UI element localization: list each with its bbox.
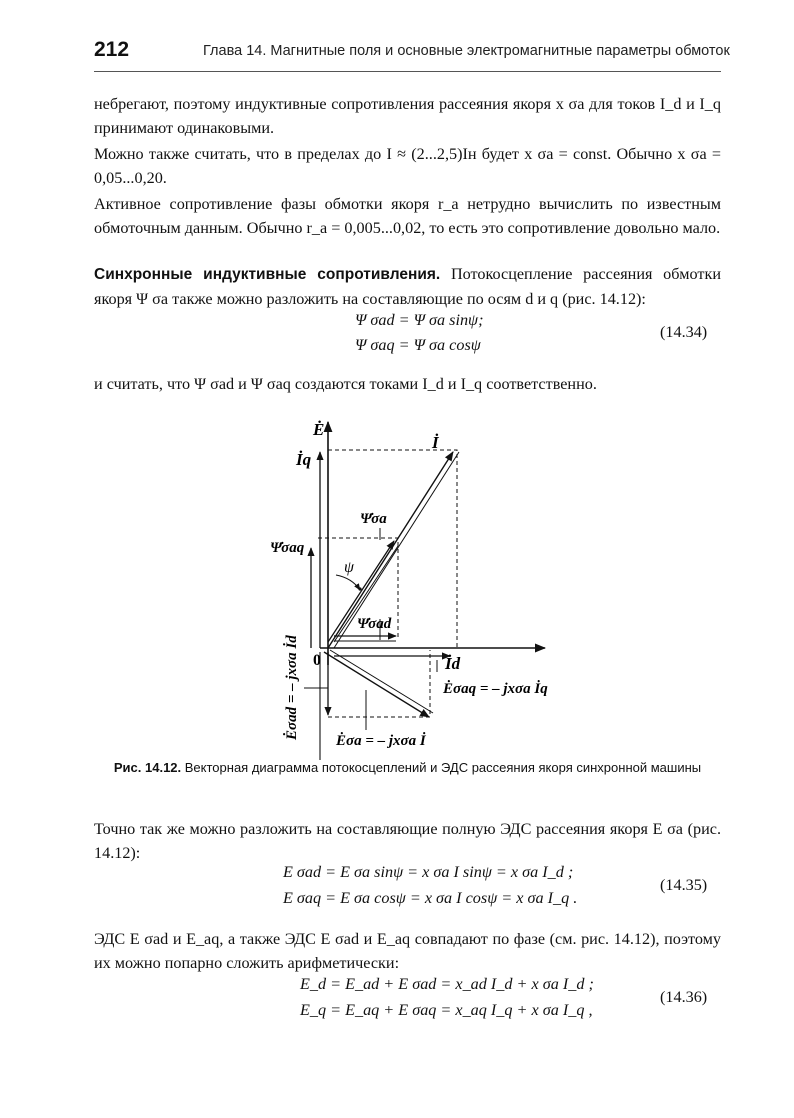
label-id: İd (445, 654, 461, 673)
label-e-sigma-aq: Ėσaq = – jxσa İq (443, 681, 548, 697)
paragraph-1-text: небрегают, поэтому индуктивные сопротивления рассеяния якоря x σa для токов I_d и I_q принимают одинаковыми. (94, 95, 721, 137)
label-origin: 0 (313, 652, 321, 669)
figure-caption (94, 759, 721, 776)
running-title: Глава 14. Магнитные поля и основные электромагнитные параметры обмоток (203, 43, 730, 59)
equation-14-36-line-2: E_q = E_aq + E σaq = x_aq I_q + x σa I_q , (300, 1001, 593, 1019)
figure-caption-label: Рис. 14.12. (113, 760, 182, 775)
figure-caption-text: Векторная диаграмма потокосцеплений и ЭДС рассеяния якоря синхронной машины (184, 760, 702, 775)
equation-14-35-number: (14.35) (660, 876, 708, 894)
equation-14-34-line-2: Ψ σaq = Ψ σa cosψ (355, 336, 481, 354)
equation-14-35-line-2: E σaq = E σa cosψ = x σa I cosψ = x σa I_q . (283, 889, 578, 907)
projection-lines (318, 450, 457, 717)
label-e-sigma-a: Ėσa = – jxσa İ (336, 733, 426, 749)
equation-14-34-line-1: Ψ σad = Ψ σa sinψ; (355, 311, 484, 329)
label-iq: İq (296, 450, 312, 469)
page-number: 212 (94, 38, 130, 61)
paragraph-6-text: Точно так же можно разложить на составляющие полную ЭДС рассеяния якоря E σa (рис. 14.12): (94, 820, 721, 862)
equation-14-36-line-1: E_d = E_ad + E σad = x_ad I_d + x σa I_d ; (300, 975, 594, 993)
label-psi-angle: ψ (344, 559, 354, 576)
paragraph-2-text: Можно также считать, что в пределах до I ≈ (2...2,5)Iн будет x σa = const. Обычно x σa = 0,05...0,20. (94, 145, 721, 187)
paragraph-5-text: и считать, что Ψ σad и Ψ σaq создаются токами I_d и I_q соответственно. (94, 375, 597, 393)
label-psi-sigma-a: Ψ̇σa (360, 511, 387, 527)
label-psi-sigma-ad: Ψ̇σad (357, 616, 392, 632)
psi-angle-arc (336, 575, 360, 590)
paragraph-7-text: ЭДС E σad и E_aq, а также ЭДС E σad и E_aq совпадают по фазе (см. рис. 14.12), поэтому их можно попарно сложить арифметически: (94, 930, 721, 972)
equation-14-34-number: (14.34) (660, 323, 708, 341)
section-heading: Синхронные индуктивные сопротивления. (94, 266, 441, 283)
paragraph-6 (94, 817, 721, 865)
paragraph-3-text: Активное сопротивление фазы обмотки якоря r_a нетрудно вычислить по известным обмоточным данным. Обычно r_a = 0,005...0,02, то есть это сопротивление довольно мало. (94, 195, 721, 237)
psi-angle-dot (358, 587, 361, 590)
label-i: İ (432, 433, 439, 452)
e-sigma-a-vector (324, 652, 429, 717)
i-vector-second-line (334, 452, 459, 648)
equation-14-36-number: (14.36) (660, 988, 708, 1006)
label-e-sigma-ad: Ėσad = – jxσa İd (284, 635, 300, 740)
equation-14-35-line-1: E σad = E σa sinψ = x σa I sinψ = x σa I_d ; (283, 863, 574, 881)
paragraph-4-text: Потокосцепление рассеяния обмотки якоря Ψ σa также можно разложить на составляющие по осям d и q (рис. 14.12): (94, 265, 722, 308)
paragraph-7 (94, 927, 721, 975)
e-sigma-a-vector-second-line (330, 650, 433, 713)
label-psi-sigma-aq: Ψ̇σaq (270, 540, 305, 556)
label-e-axis: Ė (313, 420, 325, 439)
